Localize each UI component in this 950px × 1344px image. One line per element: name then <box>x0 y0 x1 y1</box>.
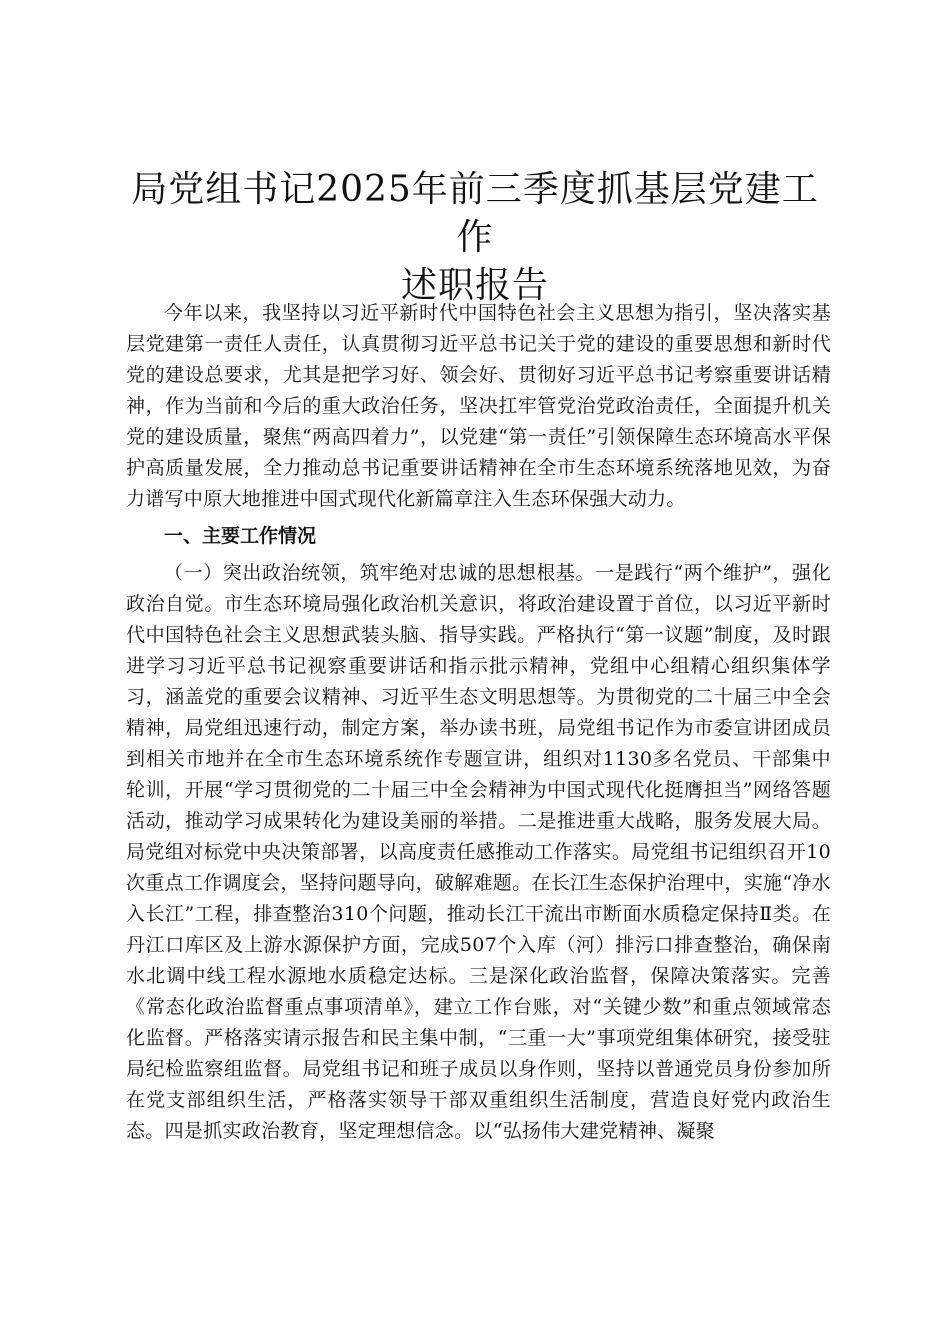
intro-paragraph: 今年以来，我坚持以习近平新时代中国特色社会主义思想为指引，坚决落实基层党建第一责任人责任，认真贯彻习近平总书记关于党的建设的重要思想和新时代党的建设总要求，尤其是把学习好、领会好、贯彻好习近平总书记考察重要讲话精神，作为当前和今后的重大政治任务，坚决扛牢管党治党政治责任，全面提升机关党的建设质量，聚焦“两高四着力”，以党建“第一责任”引领保障生态环境高水平保护高质量发展，全力推动总书记重要讲话精神在全市生态环境系统落地见效，为奋力谱写中原大地推进中国式现代化新篇章注入生态环保强大动力。 <box>126 302 831 510</box>
document-title <box>120 166 830 310</box>
body-paragraph: （一）突出政治统领，筑牢绝对忠诚的思想根基。一是践行“两个维护”，强化政治自觉。市生态环境局强化政治机关意识，将政治建设置于首位，以习近平新时代中国特色社会主义思想武装头脑、指导实践。严格执行“第一议题”制度，及时跟进学习习近平总书记视察重要讲话和指示批示精神，党组中心组精心组织集体学习，涵盖党的重要会议精神、习近平生态文明思想等。为贯彻党的二十届三中全会精神，局党组迅速行动，制定方案，举办读书班，局党组书记作为市委宣讲团成员到相关市地并在全市生态环境系统作专题宣讲，组织对1130多名党员、干部集中轮训，开展“学习贯彻党的二十届三中全会精神为中国式现代化挺膺担当”网络答题活动，推动学习成果转化为建设美丽的举措。二是推进重大战略，服务发展大局。局党组对标党中央决策部署，以高度责任感推动工作落实。局党组书记组织召开10次重点工作调度会，坚持问题导向，破解难题。在长江生态保护治理中，实施“净水入长江”工程，排查整治310个问题，推动长江干流出市断面水质稳定保持Ⅱ类。在丹江口库区及上游水源保护方面，完成507个入库（河）排污口排查整治，确保南水北调中线工程水源地水质稳定达标。三是深化政治监督，保障决策落实。完善《常态化政治监督重点事项清单》，建立工作台账，对“关键少数”和重点领域常态化监督。严格落实请示报告和民主集中制，“三重一大”事项党组集体研究，接受驻局纪检监察组监督。局党组书记和班子成员以身作则，坚持以普通党员身份参加所在党支部组织生活，严格落实领导干部双重组织生活制度，营造良好党内政治生态。四是抓实政治教育，坚定理想信念。以“弘扬伟大建党精神、凝聚 <box>126 562 831 1142</box>
document-body <box>126 298 831 1147</box>
title-line-2: 述职报告 <box>400 265 549 306</box>
title-line-1: 局党组书记2025年前三季度抓基层党建工作 <box>131 169 819 258</box>
section-heading: 一、主要工作情况 <box>164 525 317 547</box>
